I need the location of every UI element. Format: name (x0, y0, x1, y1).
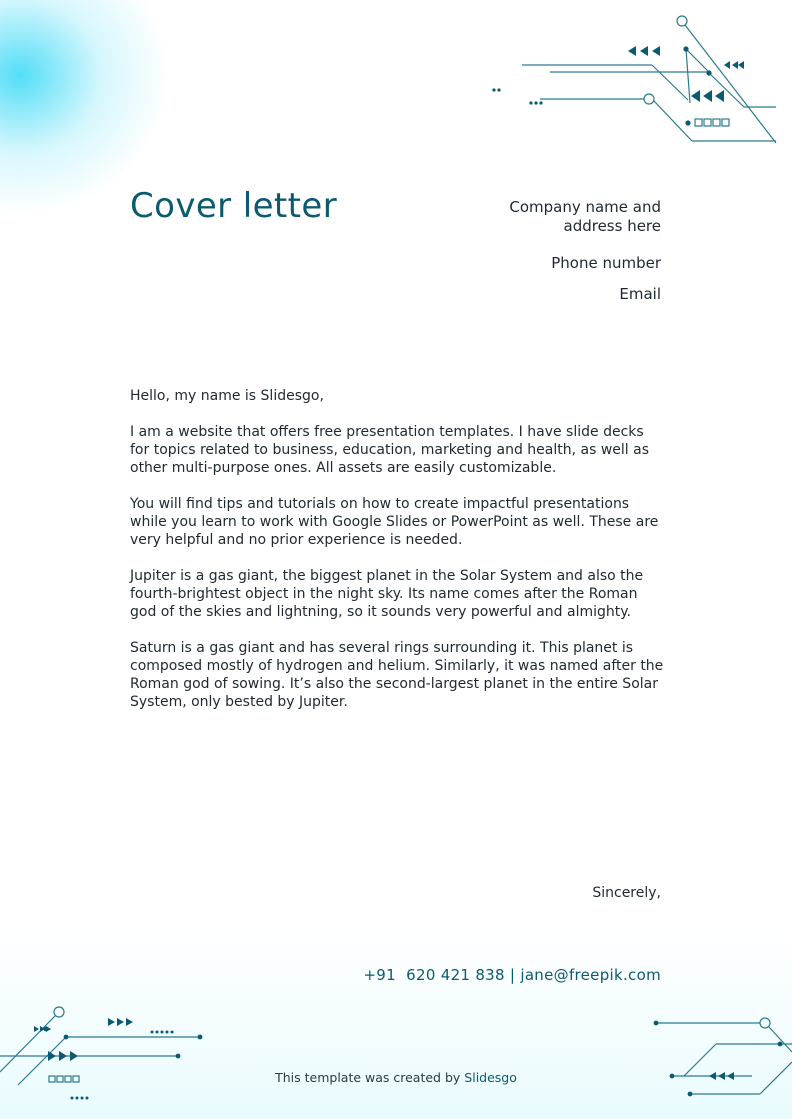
greeting: Hello, my name is Slidesgo, (130, 388, 324, 404)
closing: Sincerely, (592, 885, 661, 901)
credit-brand-link[interactable]: Slidesgo (464, 1070, 517, 1085)
paragraph: You will find tips and tutorials on how to create impactful presentations while you learn to work with Google Slides or PowerPoint as well. These are very helpful and no prior experience is needed. (130, 496, 659, 548)
circuit-decoration-bottom-right (630, 1000, 792, 1119)
letter-body (130, 387, 665, 729)
company-address: Company name and address here (509, 198, 661, 235)
paragraph: Jupiter is a gas giant, the biggest planet in the Solar System and also the fourth-brightest object in the night sky. Its name comes after the Roman god of the skies and lightning, so it sounds very powerful and almighty. (130, 568, 644, 620)
circuit-decoration-bottom-left (0, 1000, 220, 1119)
paragraph: Saturn is a gas giant and has several rings surrounding it. This planet is composed mostly of hydrogen and helium. Similarly, it was named after the Roman god of sowing. It’s also the second-largest planet in the entire Solar System, only bested by Jupiter. (130, 640, 664, 710)
template-credit (0, 1070, 792, 1085)
footer-contact-line: +91 620 421 838 | jane@freepik.com (363, 966, 661, 984)
sender-contact-block (331, 198, 661, 304)
paragraph: I am a website that offers free presentation templates. I have slide decks for topics related to business, education, marketing and health, as well as other multi-purpose ones. All assets are easily customizable. (130, 424, 650, 476)
circuit-decoration-top-right (480, 0, 792, 160)
page-title: Cover letter (130, 186, 338, 226)
email-address: Email (619, 285, 661, 303)
credit-prefix: This template was created by (275, 1070, 465, 1085)
phone-number: Phone number (551, 254, 661, 272)
